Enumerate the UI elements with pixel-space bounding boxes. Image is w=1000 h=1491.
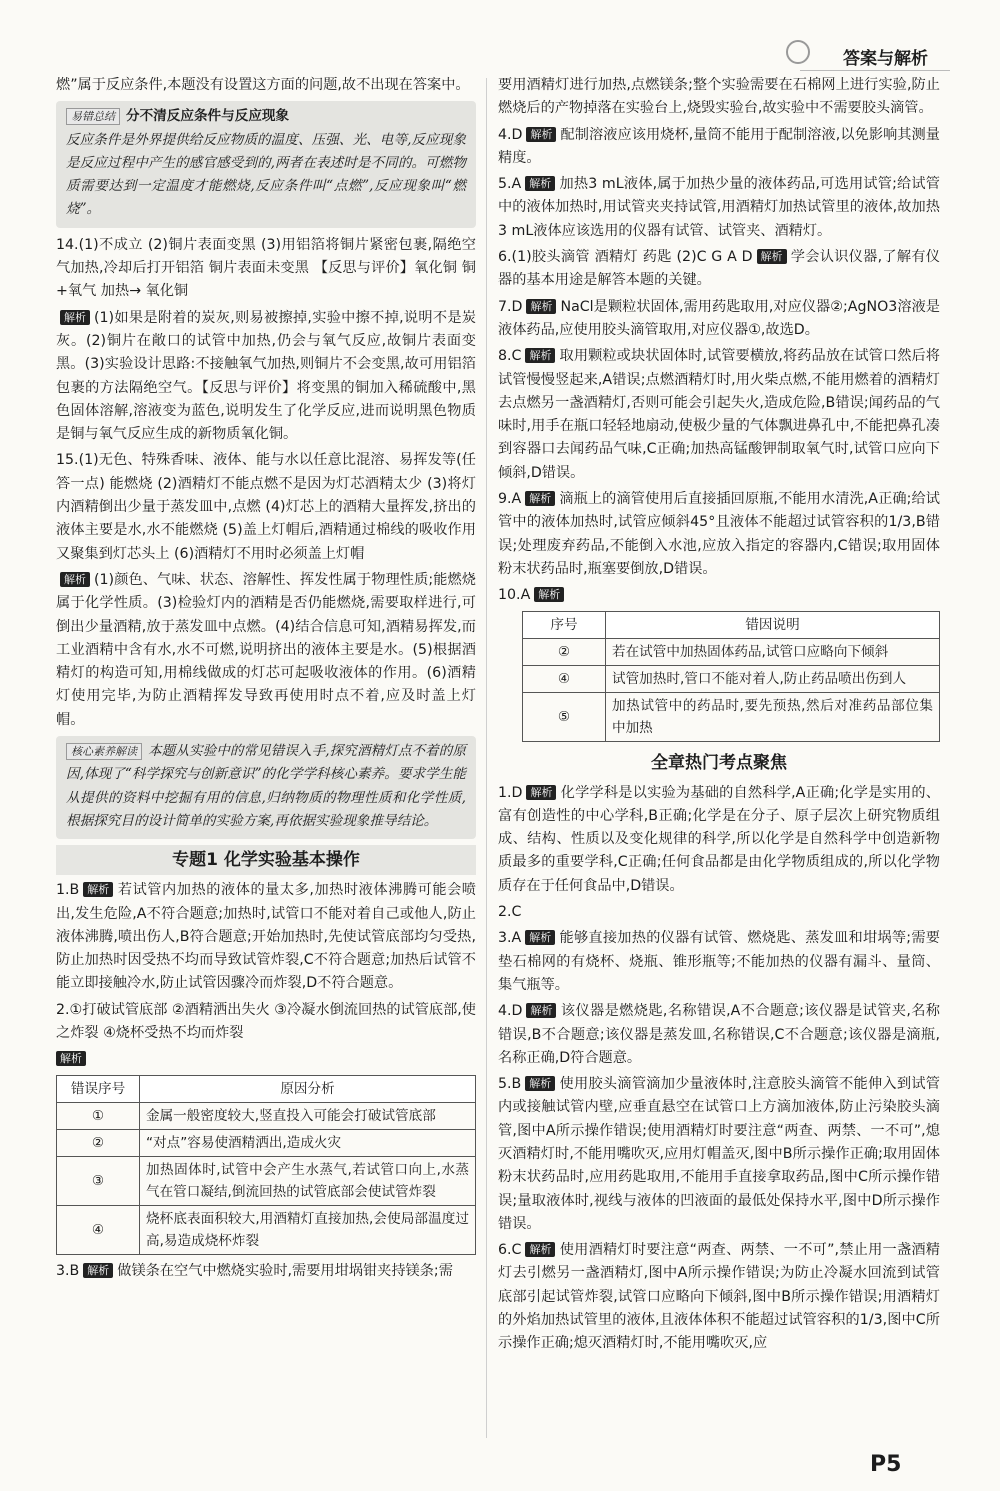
- analysis-14: [56, 307, 476, 447]
- topic1-q5-answer: 5.A: [498, 176, 522, 193]
- topic1-q8-analysis: 取用颗粒或块状固体时,试管要横放,将药品放在试管口然后将试管慢慢竖起来,A错误;点燃酒精灯时,用火柴点燃,不能用燃着的酒精灯去点燃另一盏酒精灯,否则可能会引起失火,造成危险,B错误;闻药品的气味时,用手在瓶口轻轻地扇动,使极少量的气体飘进鼻孔中,不能把鼻孔凑到容器口去闻药品气味,C正确;加热高锰酸钾制取氧气时,试管口应向下倾斜,D错误。: [498, 348, 940, 481]
- hot-q2: 2.C: [498, 904, 522, 921]
- topic1-q5: [498, 173, 940, 243]
- table-header: 错因说明: [606, 611, 940, 638]
- hot-q5-analysis: 使用胶头滴管滴加少量液体时,注意胶头滴管不能伸入到试管内或接触试管内壁,应垂直悬空在试管口上方滴加液体,防止污染胶头滴管,图中A所示操作错误;使用酒精灯时要注意“两查、两禁、一不可”,熄灭酒精灯时,不能用嘴吹灭,应用灯帽盖灭,图中B所示操作正确;取用固体粉末状药品时,应用药匙取用,不能用手直接拿取药品,图中C所示操作错误;量取液体时,视线与液体的凹液面的最低处保持水平,图中D所示操作错误。: [498, 1076, 940, 1232]
- topic1-q9-answer: 9.A: [498, 491, 522, 508]
- hot-q4-analysis: 该仪器是燃烧匙,名称错误,A不合题意;该仪器是试管夹,名称错误,B不合题意;该仪器是蒸发皿,名称错误,C不合题意;该仪器是滴瓶,名称正确,D符合题意。: [498, 1003, 940, 1066]
- topic1-q3: [56, 1260, 476, 1283]
- analysis-tag: 解析: [525, 176, 555, 191]
- table-header: 错误序号: [57, 1075, 140, 1102]
- left-continuation: 燃”属于反应条件,本题没有设置这方面的问题,故不出现在答案中。: [56, 77, 470, 93]
- table-cell: ①: [57, 1102, 140, 1129]
- topic1-q1-analysis: 若试管内加热的液体的量太多,加热时液体沸腾可能会喷出,发生危险,A不符合题意;加热时,试管口不能对着自己或他人,防止液体沸腾,喷出伤人,B符合题意;开始加热时,先使试管底部均匀受热,防止加热时因受热不均而导致试管炸裂,C不符合题意;加热后试管不能立即接触冷水,防止试管因骤冷而炸裂,D不符合题意。: [56, 882, 476, 992]
- literacy-box: [56, 736, 476, 839]
- table-cell: ④: [523, 665, 606, 692]
- analysis-tag: 解析: [83, 1263, 113, 1278]
- topic1-q10: [498, 584, 940, 607]
- error-analysis-table-left: [56, 1075, 476, 1255]
- topic1-q1-answer: 1.B: [56, 882, 80, 899]
- topic1-q5-analysis: 加热3 mL液体,属于加热少量的液体药品,可选用试管;给试管中的液体加热时,用试管夹夹持试管,用酒精灯加热试管里的液体,故加热3 mL液体应该选用的仪器有试管、试管夹、酒精灯。: [498, 176, 940, 239]
- topic1-q9-analysis: 滴瓶上的滴管使用后直接插回原瓶,不能用水清洗,A正确;给试管中的液体加热时,试管应倾斜45°且液体不能超过试管容积的1/3,B错误;处理废弃药品,不能倒入水池,应放入指定的容器内,C错误;取用固体粉末状药品时,瓶塞要倒放,D错误。: [498, 491, 940, 577]
- hot-q6: [498, 1239, 940, 1355]
- table-cell: 金属一般密度较大,竖直投入可能会打破试管底部: [140, 1102, 476, 1129]
- topic1-q6: [498, 246, 940, 293]
- analysis-tag: 解析: [60, 572, 90, 587]
- table-header-row: [523, 611, 940, 638]
- hot-q1: [498, 782, 940, 898]
- topic1-q8: [498, 345, 940, 485]
- topic1-q8-answer: 8.C: [498, 348, 522, 365]
- topic1-q7-analysis: NaCl是颗粒状固体,需用药匙取用,对应仪器②;AgNO3溶液是液体药品,应使用胶头滴管取用,对应仪器①,故选D。: [498, 298, 940, 338]
- hot-q3-analysis: 能够直接加热的仪器有试管、燃烧匙、蒸发皿和坩埚等;需要垫石棉网的有烧杯、烧瓶、锥形瓶等;不能加热的仪器有漏斗、量筒、集气瓶等。: [498, 930, 940, 993]
- table-cell: ②: [523, 638, 606, 665]
- analysis-14-text: (1)如果是附着的炭灰,则易被擦掉,实验中擦不掉,说明不是炭灰。(2)铜片在敞口的试管中加热,仍会与氧气反应,故铜片表面变黑。(3)实验设计思路:不接触氧气加热,则铜片不会变黑,故可用铝箔包裹的方法隔绝空气。【反思与评价】将变黑的铜加入稀硫酸中,黑色固体溶解,溶液变为蓝色,说明发生了化学反应,进而说明黑色物质是铜与氧气反应生成的新物质氧化铜。: [56, 309, 476, 443]
- topic1-q4-answer: 4.D: [498, 126, 523, 143]
- analysis-tag: 解析: [83, 882, 113, 897]
- tip-box-text: 反应条件是外界提供给反应物质的温度、压强、光、电等,反应现象是反应过程中产生的感官感受到的,两者在表述时是不同的。可燃物质需要达到一定温度才能燃烧,反应条件叫“点燃”,反应现象叫“燃烧”。: [66, 131, 466, 218]
- topic1-q4-analysis: 配制溶液应该用烧杯,量筒不能用于配制溶液,以免影响其测量精度。: [498, 126, 940, 166]
- table-cell: 烧杯底表面积较大,用酒精灯直接加热,会使局部温度过高,易造成烧杯炸裂: [140, 1205, 476, 1254]
- analysis-tag: 解析: [526, 785, 556, 800]
- table-cell: 若在试管中加热固体药品,试管口应略向下倾斜: [606, 638, 940, 665]
- tip-box-header: [66, 105, 466, 128]
- table-cell: “对点”容易使酒精洒出,造成火灾: [140, 1129, 476, 1156]
- analysis-tag: 解析: [526, 299, 556, 314]
- tip-box: [56, 101, 476, 227]
- table-header-row: [57, 1075, 476, 1102]
- column-divider: [486, 78, 487, 1438]
- right-column: [498, 74, 940, 1359]
- topic1-q2-tag-row: [56, 1048, 476, 1071]
- topic1-q1: [56, 879, 476, 995]
- topic1-q7-answer: 7.D: [498, 298, 523, 315]
- topic1-q2: 2.①打破试管底部 ②酒精洒出失火 ③冷凝水倒流回热的试管底部,使之炸裂 ④烧杯受热不均而炸裂: [56, 1001, 476, 1041]
- topic1-q3-answer: 3.B: [56, 1262, 80, 1279]
- right-continuation: 要用酒精灯进行加热,点燃镁条;整个实验需要在石棉网上进行实验,防止燃烧后的产物掉落在实验台上,烧毁实验台,故实验中不需要胶头滴管。: [498, 77, 940, 117]
- table-header: 原因分析: [140, 1075, 476, 1102]
- analysis-tag: 解析: [757, 249, 787, 264]
- table-cell: 加热固体时,试管中会产生水蒸气,若试管口向上,水蒸气在管口凝结,倒流回热的试管底部会使试管炸裂: [140, 1156, 476, 1205]
- section-title-hot-topics: 全章热门考点聚焦: [651, 752, 787, 773]
- table-cell: ⑤: [523, 692, 606, 741]
- analysis-tag: 解析: [525, 491, 555, 506]
- table-header: 序号: [523, 611, 606, 638]
- hot-q1-analysis: 化学学科是以实验为基础的自然科学,A正确;化学是实用的、富有创造性的中心学科,B正确;化学是在分子、原子层次上研究物质组成、结构、性质以及变化规律的科学,所以化学是自然科学中创造新物质最多的重要学科,C正确;任何食品都是由化学物质组成的,所以化学物质存在于任何食品中,D错误。: [498, 784, 940, 894]
- table-row: [57, 1205, 476, 1254]
- table-cell: 加热试管中的药品时,要先预热,然后对准药品部位集中加热: [606, 692, 940, 741]
- topic1-q3-analysis: 做镁条在空气中燃烧实验时,需要用坩埚钳夹持镁条;需: [117, 1262, 453, 1279]
- hot-q1-answer: 1.D: [498, 784, 523, 801]
- literacy-box-text: 本题从实验中的常见错误入手,探究酒精灯点不着的原因,体现了“科学探究与创新意识”的化学学科核心素养。要求学生能从提供的资料中挖掘有用的信息,归纳物质的物理性质和化学性质,根据探究目的设计简单的实验方案,再依据实验现象推导结论。: [66, 743, 466, 829]
- table-cell: 试管加热时,管口不能对着人,防止药品喷出伤到人: [606, 665, 940, 692]
- topic1-q9: [498, 488, 940, 581]
- tip-box-label: 易错总结: [66, 108, 120, 125]
- table-cell: ④: [57, 1205, 140, 1254]
- analysis-tag: 解析: [526, 127, 556, 142]
- analysis-tag: 解析: [60, 310, 90, 325]
- hot-q3: [498, 927, 940, 997]
- analysis-tag: 解析: [525, 930, 555, 945]
- table-row: [57, 1129, 476, 1156]
- literacy-box-label: 核心素养解读: [66, 743, 142, 760]
- analysis-tag: 解析: [56, 1051, 86, 1066]
- analysis-tag: 解析: [525, 348, 555, 363]
- error-analysis-table-right: [522, 611, 940, 742]
- answer-15: 15.(1)无色、特殊香味、液体、能与水以任意比混溶、易挥发等(任答一点) 能燃烧 (2)酒精灯不能点燃不是因为灯芯酒精太少 (3)将灯内酒精倒出少量于蒸发皿中,点燃 (4)灯芯上的酒精大量挥发,挤出的液体主要是水,水不能燃烧 (5)盖上灯帽后,酒精通过棉线的吸收作用又聚集到灯芯头上 (6)酒精灯不用时必须盖上灯帽: [56, 452, 476, 562]
- hot-q6-analysis: 使用酒精灯时要注意“两查、两禁、一不可”,禁止用一盏酒精灯去引燃另一盏酒精灯,图中A所示操作错误;为防止冷凝水回流到试管底部引起试管炸裂,试管口应略向下倾斜,图中B所示操作错误;用酒精灯的外焰加热试管里的液体,且液体体积不能超过试管容积的1/3,图中C所示操作正确;熄灭酒精灯时,不能用嘴吹灭,应: [498, 1242, 940, 1352]
- table-row: [523, 665, 940, 692]
- analysis-tag: 解析: [525, 1076, 555, 1091]
- hot-q6-answer: 6.C: [498, 1242, 522, 1259]
- table-row: [57, 1102, 476, 1129]
- literacy-box-content: [66, 740, 466, 833]
- table-row: [523, 638, 940, 665]
- analysis-tag: 解析: [525, 1242, 555, 1257]
- section-title-topic1: 专题1 化学实验基本操作: [56, 845, 476, 875]
- topic1-q6-answer: 6.(1)胶头滴管 酒精灯 药匙 (2)C G A D: [498, 249, 753, 266]
- analysis-tag: 解析: [526, 1003, 556, 1018]
- hot-q4: [498, 1000, 940, 1070]
- mascot-icon: [786, 40, 810, 64]
- analysis-15-text: (1)颜色、气味、状态、溶解性、挥发性属于物理性质;能燃烧属于化学性质。(3)检验灯内的酒精是否仍能燃烧,需要取样进行,可倒出少量酒精,放于蒸发皿中点燃。(4)结合信息可知,酒精易挥发,而工业酒精中含有水,水不可燃,说明挤出的液体主要是水。(5)根据酒精灯的构造可知,用棉线做成的灯芯可起吸收液体的作用。(6)酒精灯使用完毕,为防止酒精挥发导致再使用时点不着,应及时盖上灯帽。: [56, 571, 476, 728]
- page-header-title: 答案与解析: [843, 49, 928, 69]
- table-row: [57, 1156, 476, 1205]
- table-cell: ③: [57, 1156, 140, 1205]
- analysis-15: [56, 569, 476, 732]
- topic1-q4: [498, 124, 940, 171]
- page-number: P5: [870, 1452, 902, 1477]
- hot-q4-answer: 4.D: [498, 1003, 523, 1020]
- answer-14: 14.(1)不成立 (2)铜片表面变黑 (3)用铝箔将铜片紧密包裹,隔绝空气加热,冷却后打开铝箔 铜片表面未变黑 【反思与评价】氧化铜 铜+氧气 加热→ 氧化铜: [56, 236, 476, 300]
- left-column: [56, 74, 476, 1286]
- hot-q3-answer: 3.A: [498, 930, 522, 947]
- topic1-q10-answer: 10.A: [498, 587, 531, 604]
- table-cell: ②: [57, 1129, 140, 1156]
- table-row: [523, 692, 940, 741]
- header-rule: [800, 70, 950, 71]
- topic1-q7: [498, 296, 940, 343]
- tip-box-title: 分不清反应条件与反应现象: [126, 108, 290, 125]
- hot-q5: [498, 1073, 940, 1236]
- hot-q5-answer: 5.B: [498, 1076, 522, 1093]
- analysis-tag: 解析: [534, 587, 564, 602]
- topic1-q6-analysis: 学会认识仪器,了解有仪器的基本用途是解答本题的关键。: [498, 249, 940, 289]
